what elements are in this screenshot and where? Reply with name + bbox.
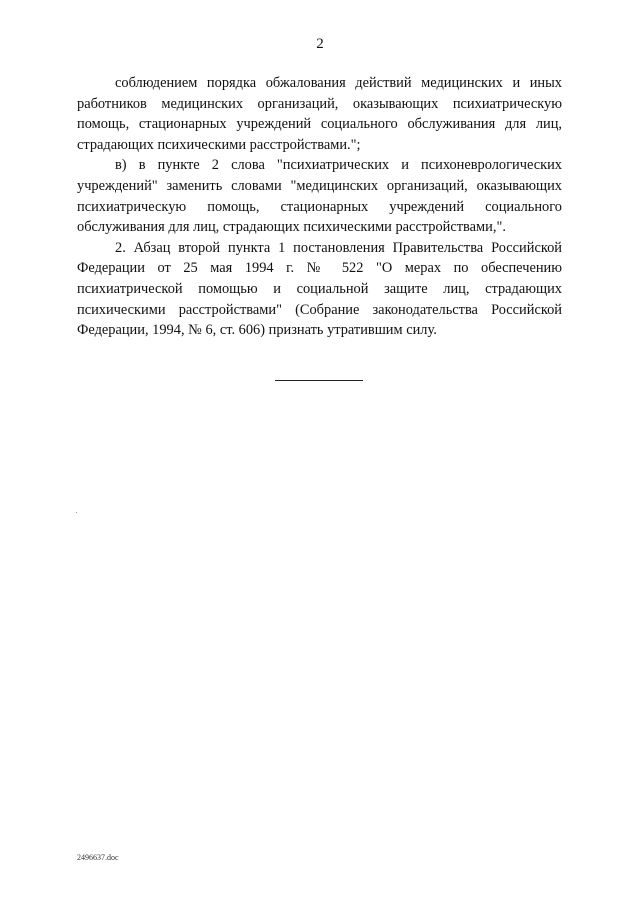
paragraph-continuation: соблюдением порядка обжалования действий медицинских и иных работников медицинских организаций, оказывающих психиатрическую помощь, стационарных учреждений социального обслуживания для лиц, страдающих психическими расстройствами."; — [77, 75, 562, 153]
scan-speck — [76, 512, 77, 513]
page-number: 2 — [316, 36, 324, 52]
document-body — [77, 73, 562, 341]
end-divider-line — [275, 380, 363, 381]
paragraph-item-2: 2. Абзац второй пункта 1 постановления Правительства Российской Федерации от 25 мая 1994 г. № 522 "О мерах по обеспечению психиатрической помощью и социальной защите лиц, страдающих психическими расстройствами" (Собрание законодательства Российской Федерации, 1994, № 6, ст. 606) признать утратившим силу. — [77, 239, 562, 339]
document-id-footer: 2496637.doc — [77, 853, 119, 862]
paragraph-item-v: в) в пункте 2 слова "психиатрических и психоневрологических учреждений" заменить словами "медицинских организаций, оказывающих психиатрическую помощь, стационарных учреждений социального обслуживания для лиц, страдающих психическими расстройствами,". — [77, 157, 562, 236]
